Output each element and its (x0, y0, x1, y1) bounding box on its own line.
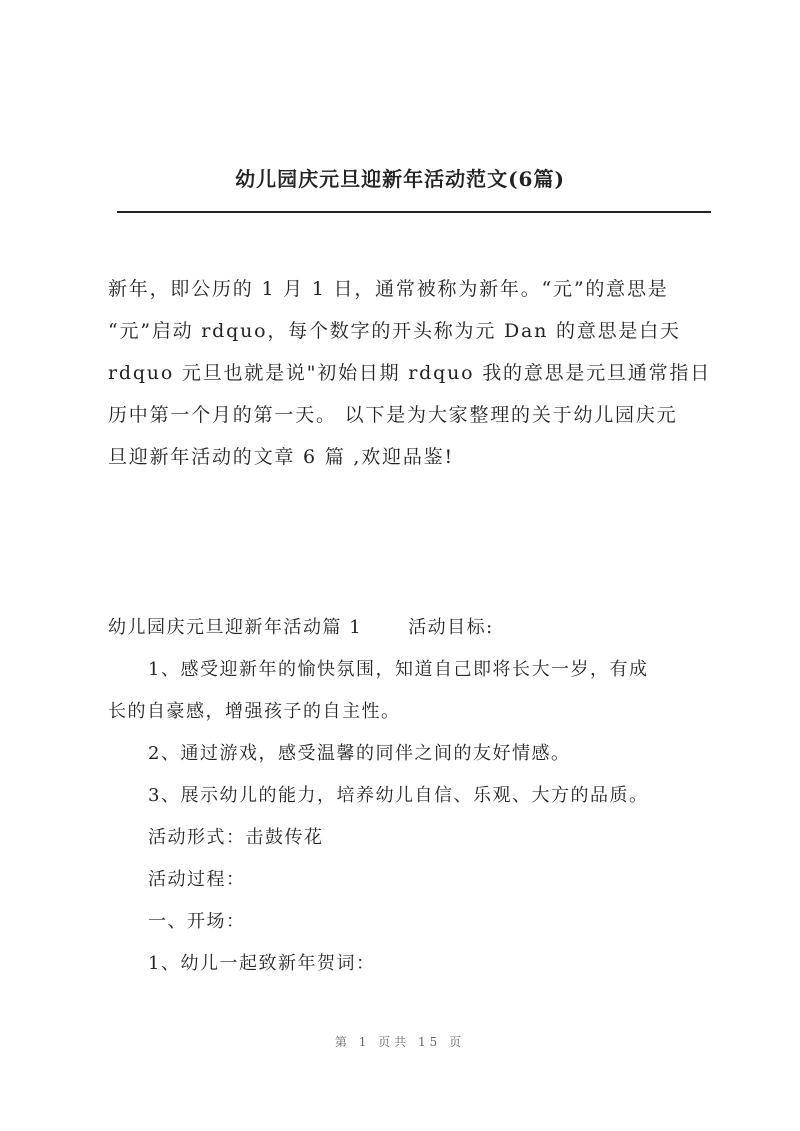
intro-paragraph (108, 268, 712, 478)
process-step: 一、开场： (148, 911, 246, 932)
intro-line: 旦迎新年活动的文章 6 篇 ,欢迎品鉴! (108, 446, 454, 468)
goal-item: 3、展示幼儿的能力，培养幼儿自信、乐观、大方的品质。 (148, 785, 649, 806)
intro-line: 新年，即公历的 1 月 1 日，通常被称为新年。“元”的意思是 (108, 278, 669, 300)
page-footer: 第 1 页共 15 页 (334, 1035, 466, 1049)
goal-item: 2、通过游戏，感受温馨的同伴之间的友好情感。 (148, 743, 571, 764)
intro-line: “元”启动 rdquo，每个数字的开头称为元 Dan 的意思是白天 (108, 320, 681, 342)
goal-label: 活动目标: (408, 617, 494, 638)
activity-process: 活动过程： (148, 869, 246, 890)
activity-form: 活动形式：击鼓传花 (148, 827, 324, 848)
section-title: 幼儿园庆元旦迎新年活动篇 1 (108, 617, 363, 638)
intro-line: 历中第一个月的第一天。 以下是为大家整理的关于幼儿园庆元 (108, 404, 678, 426)
goal-item-continued: 长的自豪感，增强孩子的自主性。 (108, 701, 401, 722)
intro-line: rdquo 元旦也就是说"初始日期 rdquo 我的意思是元旦通常指日 (108, 362, 712, 384)
activity-section (108, 607, 708, 985)
goal-item: 1、感受迎新年的愉快氛围，知道自己即将长大一岁，有成 (148, 659, 649, 680)
section-heading (108, 607, 708, 649)
title-divider (117, 211, 711, 213)
document-title: 幼儿园庆元旦迎新年活动范文(6篇) (235, 167, 565, 191)
process-substep: 1、幼儿一起致新年贺词： (148, 953, 376, 974)
